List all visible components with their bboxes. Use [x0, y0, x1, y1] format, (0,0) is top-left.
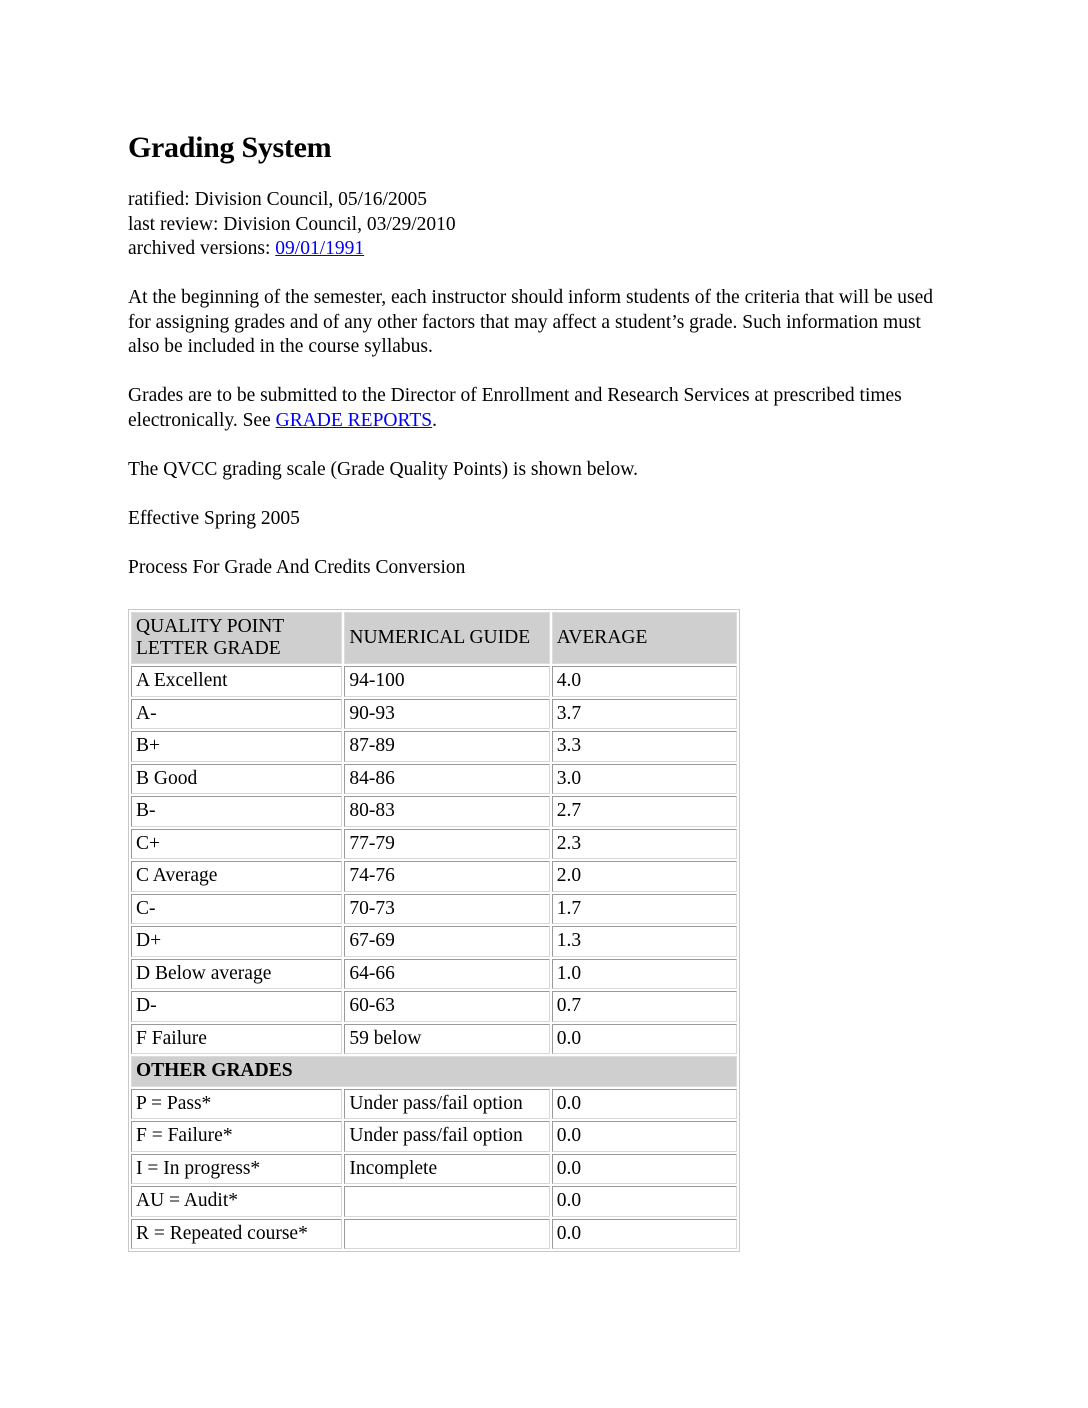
table-row [131, 764, 737, 795]
cell-numerical-guide [344, 1186, 549, 1217]
cell-numerical-guide: 77-79 [344, 829, 549, 860]
cell-numerical-guide: 74-76 [344, 861, 549, 892]
cell-average: 0.0 [552, 1219, 737, 1250]
table-header-row [131, 612, 737, 664]
archived-line [128, 237, 948, 262]
cell-numerical-guide: 67-69 [344, 926, 549, 957]
cell-letter-grade: A- [131, 699, 342, 730]
cell-numerical-guide: Under pass/fail option [344, 1121, 549, 1152]
cell-numerical-guide: 70-73 [344, 894, 549, 925]
cell-letter-grade: A Excellent [131, 666, 342, 697]
cell-average: 0.7 [552, 991, 737, 1022]
cell-average: 2.7 [552, 796, 737, 827]
cell-numerical-guide: 64-66 [344, 959, 549, 990]
cell-letter-grade: D Below average [131, 959, 342, 990]
cell-letter-grade: R = Repeated course* [131, 1219, 342, 1250]
cell-average: 0.0 [552, 1024, 737, 1055]
table-row [131, 1154, 737, 1185]
scale-intro: The QVCC grading scale (Grade Quality Points) is shown below. [128, 458, 638, 480]
cell-letter-grade: C+ [131, 829, 342, 860]
table-row [131, 699, 737, 730]
table-row [131, 1024, 737, 1055]
grading-scale-table [128, 609, 740, 1252]
table-row [131, 991, 737, 1022]
intro-paragraph: At the beginning of the semester, each instructor should inform students of the criteria that will be used for assigning grades and of any other factors that may affect a student’s grade. Such information must also be included in the course syllabus. [128, 287, 934, 357]
cell-letter-grade: B Good [131, 764, 342, 795]
cell-average: 1.7 [552, 894, 737, 925]
table-row [131, 1089, 737, 1120]
cell-numerical-guide: 80-83 [344, 796, 549, 827]
table-row [131, 861, 737, 892]
submission-text: Grades are to be submitted to the Director of Enrollment and Research Services at prescribed times electronically. See [128, 385, 902, 431]
cell-numerical-guide [344, 1219, 549, 1250]
cell-average: 0.0 [552, 1154, 737, 1185]
table-row [131, 796, 737, 827]
cell-numerical-guide: 90-93 [344, 699, 549, 730]
cell-average: 1.0 [552, 959, 737, 990]
header-numerical-guide: NUMERICAL GUIDE [344, 612, 549, 664]
archived-label: archived versions: [128, 238, 276, 259]
cell-numerical-guide: Under pass/fail option [344, 1089, 549, 1120]
header-average: AVERAGE [552, 612, 737, 664]
cell-average: 2.3 [552, 829, 737, 860]
ratified-line: ratified: Division Council, 05/16/2005 [128, 189, 427, 210]
document-page [128, 128, 948, 1244]
cell-numerical-guide: 60-63 [344, 991, 549, 1022]
archived-version-link[interactable]: 09/01/1991 [275, 238, 365, 259]
cell-average: 2.0 [552, 861, 737, 892]
conversion-heading: Process For Grade And Credits Conversion [128, 556, 466, 578]
effective-date: Effective Spring 2005 [128, 507, 300, 529]
cell-average: 0.0 [552, 1089, 737, 1120]
cell-letter-grade: C Average [131, 861, 342, 892]
cell-numerical-guide: 59 below [344, 1024, 549, 1055]
table-row [131, 894, 737, 925]
table-row [131, 829, 737, 860]
cell-numerical-guide: Incomplete [344, 1154, 549, 1185]
table-row [131, 959, 737, 990]
table-row [131, 731, 737, 762]
cell-average: 4.0 [552, 666, 737, 697]
cell-letter-grade: D- [131, 991, 342, 1022]
page-title: Grading System [128, 131, 332, 164]
cell-average: 0.0 [552, 1186, 737, 1217]
cell-average: 3.7 [552, 699, 737, 730]
cell-letter-grade: F Failure [131, 1024, 342, 1055]
cell-letter-grade: B+ [131, 731, 342, 762]
header-letter-grade: QUALITY POINT LETTER GRADE [131, 612, 342, 664]
cell-letter-grade: C- [131, 894, 342, 925]
cell-letter-grade: P = Pass* [131, 1089, 342, 1120]
cell-letter-grade: B- [131, 796, 342, 827]
cell-numerical-guide: 84-86 [344, 764, 549, 795]
policy-meta [128, 188, 948, 262]
cell-average: 3.3 [552, 731, 737, 762]
last-review-line: last review: Division Council, 03/29/2010 [128, 213, 456, 235]
table-row [131, 1121, 737, 1152]
table-row [131, 666, 737, 697]
grade-reports-link[interactable]: GRADE REPORTS [275, 409, 433, 431]
submission-paragraph [128, 384, 948, 433]
cell-average: 0.0 [552, 1121, 737, 1152]
table-row [131, 926, 737, 957]
cell-letter-grade: D+ [131, 926, 342, 957]
cell-average: 3.0 [552, 764, 737, 795]
other-grades-section-row [131, 1056, 737, 1087]
cell-letter-grade: AU = Audit* [131, 1186, 342, 1217]
submission-end: . [432, 409, 437, 431]
cell-numerical-guide: 87-89 [344, 731, 549, 762]
cell-letter-grade: F = Failure* [131, 1121, 342, 1152]
table-row [131, 1219, 737, 1250]
cell-average: 1.3 [552, 926, 737, 957]
table-row [131, 1186, 737, 1217]
cell-numerical-guide: 94-100 [344, 666, 549, 697]
cell-letter-grade: I = In progress* [131, 1154, 342, 1185]
other-grades-label: OTHER GRADES [131, 1056, 737, 1087]
